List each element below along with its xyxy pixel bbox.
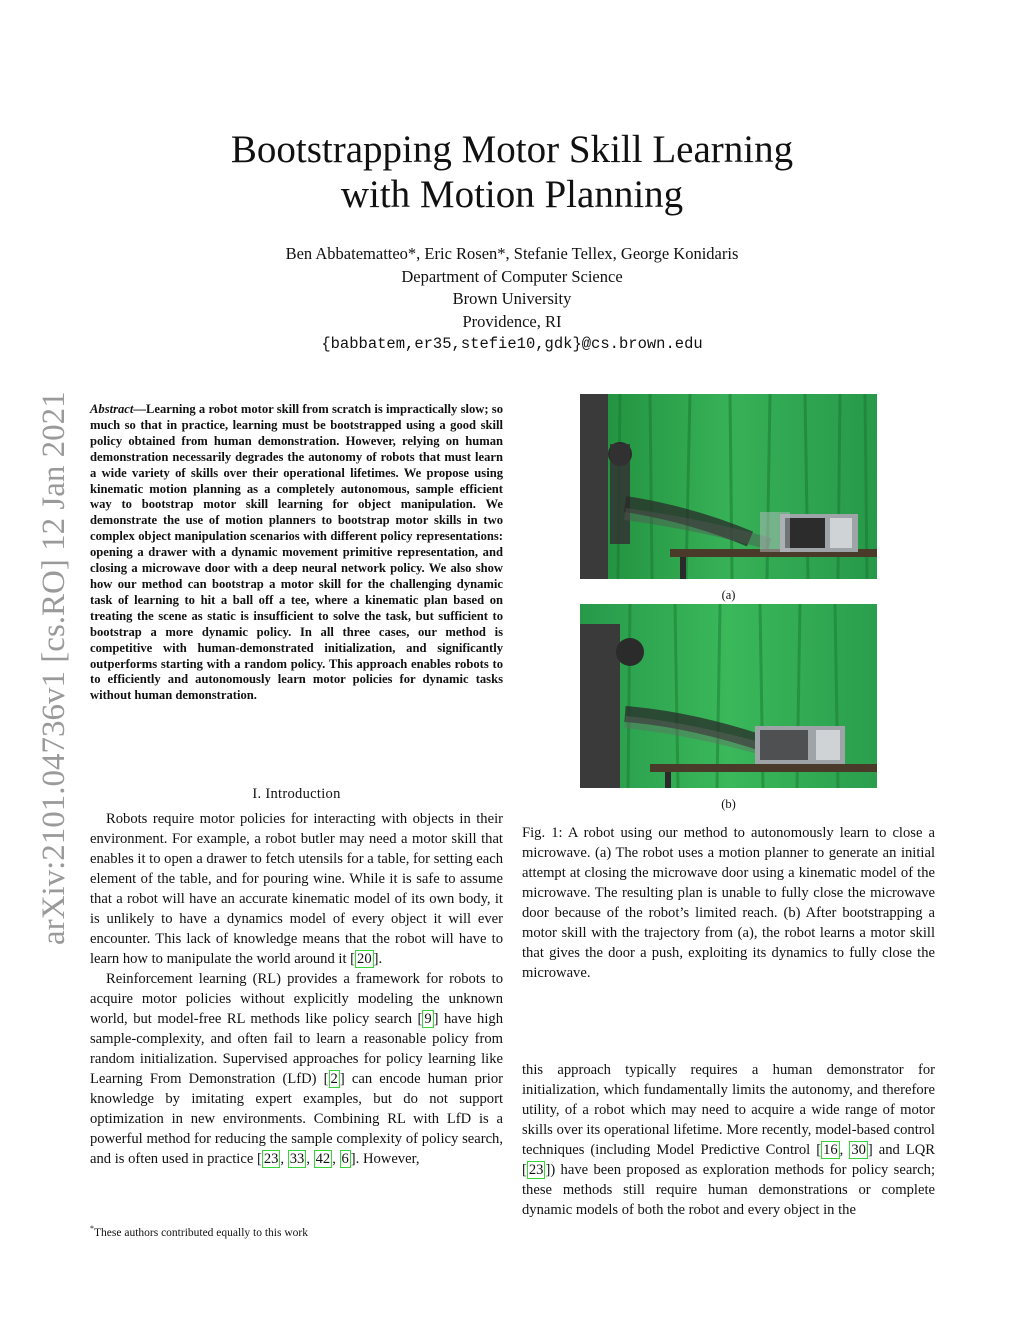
- right-column-paragraph: this approach typically requires a human demonstrator for initialization, which fundamentally limits the autonomy, and therefore utility, of a robot which may need to acquire a wide range of motor skills over its operational lifetime. More recently, model-based control techniques (including Model Predictive Control [ 16 , 30 ] and LQR [ 23 ]) have been proposed as exploration methods for policy search; these methods still require human demonstrations or complete dynamic models of both the robot and every object in the: [522, 1062, 936, 1218]
- title-line-1: Bootstrapping Motor Skill Learning: [230, 128, 794, 171]
- right-text-a: this approach typically requires a human demonstrator for initialization, which fundamentally limits the autonomy, and therefore utility, of a robot which may need to acquire a wide range of motor skills over its operational lifetime. More recently, model-based control techniques (including Model Predictive Control [: [522, 1062, 935, 1158]
- abstract-label: Abstract: [90, 402, 134, 416]
- abstract-text: —Learning a robot motor skill from scratch is impractically slow; so much so that in practice, learning must be bootstrapped using a good skill policy obtained from human demonstration. However, relying on human demonstration necessarily degrades the autonomy of robots that must learn a wide variety of skills over their operational lifetimes. We propose using kinematic motion planning as a completely autonomous, sample efficient way to bootstrap motor skill learning for object manipulation. We demonstrate the use of motion planners to bootstrap motor skills in two complex object manipulation scenarios with different policy representations: opening a drawer with a dynamic movement primitive representation, and closing a microwave door with a deep neural network policy. We also show how our method can bootstrap a motor skill for the challenging dynamic task of learning to hit a ball off a tee, where a kinematic plan based on treating the scene as static is insufficient to solve the task, but sufficient to bootstrap a more dynamic policy. In all three cases, our method is competitive with human-demonstrated initialization, and significantly outperforms starting with a random policy. This approach enables robots to to efficiently and autonomously learn motor policies for dynamic tasks without human demonstration.: [90, 402, 503, 703]
- citation-link[interactable]: 23: [528, 1162, 544, 1178]
- robot-microwave-photo-b: [580, 604, 877, 788]
- intro-p2-text-c: ] can encode human prior knowledge by imitating expert examples, but do not support optimization in new environments. Combining RL with LfD is a powerful method for reducing the sample complexity of policy search, and is often used in practice [: [90, 1071, 503, 1167]
- citation-link[interactable]: 30: [851, 1142, 866, 1158]
- intro-left-column: [90, 809, 503, 1169]
- intro-right-column: [522, 1060, 935, 1220]
- citation-link[interactable]: 6: [341, 1151, 349, 1167]
- author-emails: {babbatem,er35,stefie10,gdk}@cs.brown.edu: [321, 335, 703, 353]
- intro-p2-text-d: ]. However,: [350, 1151, 420, 1167]
- figure-caption: Fig. 1: A robot using our method to autonomously learn to close a microwave. (a) The robot uses a motion planner to generate an initial attempt at closing the microwave door using a kinematic model of the microwave. The resulting plan is unable to fully close the microwave door because of the robot’s limited reach. (b) After bootstrapping a motor skill with the trajectory from (a), the robot learns a motor skill that gives the door a push, exploiting its dynamics to fully close the microwave.: [522, 825, 935, 981]
- section-heading: I. Introduction: [252, 786, 341, 802]
- right-text-b: ] and LQR [: [522, 1142, 936, 1178]
- arxiv-id: arXiv:2101.04736v1 [cs.RO] 12 Jan 2021: [36, 391, 72, 945]
- citation-link[interactable]: 23: [263, 1151, 279, 1167]
- citation-link[interactable]: 2: [330, 1071, 338, 1087]
- citation-link[interactable]: 20: [357, 951, 372, 967]
- arxiv-stamp: [32, 360, 72, 945]
- figure-photo-a: [580, 394, 877, 579]
- intro-p1-end: ].: [373, 951, 383, 967]
- citation-link[interactable]: 9: [424, 1011, 432, 1027]
- author-names: Ben Abbatematteo*, Eric Rosen*, Stefanie Tellex, George Konidaris: [285, 244, 739, 263]
- figure-photo-b: [580, 604, 877, 788]
- subfigure-label-b: (b): [721, 797, 736, 811]
- citation-link[interactable]: 16: [823, 1142, 838, 1158]
- citation-link[interactable]: 42: [315, 1151, 331, 1167]
- citation-link[interactable]: 33: [289, 1151, 305, 1167]
- abstract: [90, 402, 503, 704]
- intro-paragraph-2: Reinforcement learning (RL) provides a framework for robots to acquire motor policies without explicitly modeling the unknown world, but model-free RL methods like policy search [ 9 ] have high sample-complexity, and often fail to learn a reasonable policy from random initialization. Supervised approaches for policy learning like Learning From Demonstration (LfD) [ 2 ] can encode human prior knowledge by imitating expert examples, but do not support optimization in new environments. Combining RL with LfD is a powerful method for reducing the sample complexity of policy search, and is often used in practice [ 23 , 33 , 42 , 6 ]. However,: [90, 971, 503, 1167]
- right-text-c: ]) have been proposed as exploration methods for policy search; these methods still require human demonstrations or complete dynamic models of both the robot and every object in the: [522, 1162, 935, 1218]
- footnote-mark: *: [90, 1224, 94, 1233]
- intro-paragraph-1: [90, 809, 503, 969]
- affiliation-university: Brown University: [452, 289, 572, 308]
- footnote-text: These authors contributed equally to this work: [94, 1226, 308, 1239]
- intro-p2-text-b: ] have high sample-complexity, and often fail to learn a reasonable policy from random initialization. Supervised approaches for policy learning like Learning From Demonstration (LfD) [: [90, 1011, 503, 1087]
- paper-title: [0, 127, 1024, 217]
- intro-p1-text: Robots require motor policies for interacting with objects in their environment. For example, a robot butler may need a motor skill that enables it to open a drawer to fetch utensils for a table, for setting each element of the table, and for pouring wine. While it is safe to assume that a robot will have an accurate kinematic model of its own body, it is unlikely to have a dynamics model of every object it will ever encounter. This lack of knowledge means that the robot will have to learn how to manipulate the world around it [: [90, 811, 503, 967]
- footnote: [90, 1222, 503, 1240]
- title-line-2: with Motion Planning: [340, 173, 684, 216]
- affiliation-location: Providence, RI: [462, 311, 562, 331]
- intro-p2-text-a: Reinforcement learning (RL) provides a framework for robots to acquire motor policies without explicitly modeling the unknown world, but model-free RL methods like policy search [: [90, 971, 503, 1027]
- subfigure-label-a: (a): [721, 588, 736, 602]
- author-block: [0, 243, 1024, 356]
- robot-microwave-photo-a: [580, 394, 877, 579]
- affiliation-department: Department of Computer Science: [401, 266, 623, 286]
